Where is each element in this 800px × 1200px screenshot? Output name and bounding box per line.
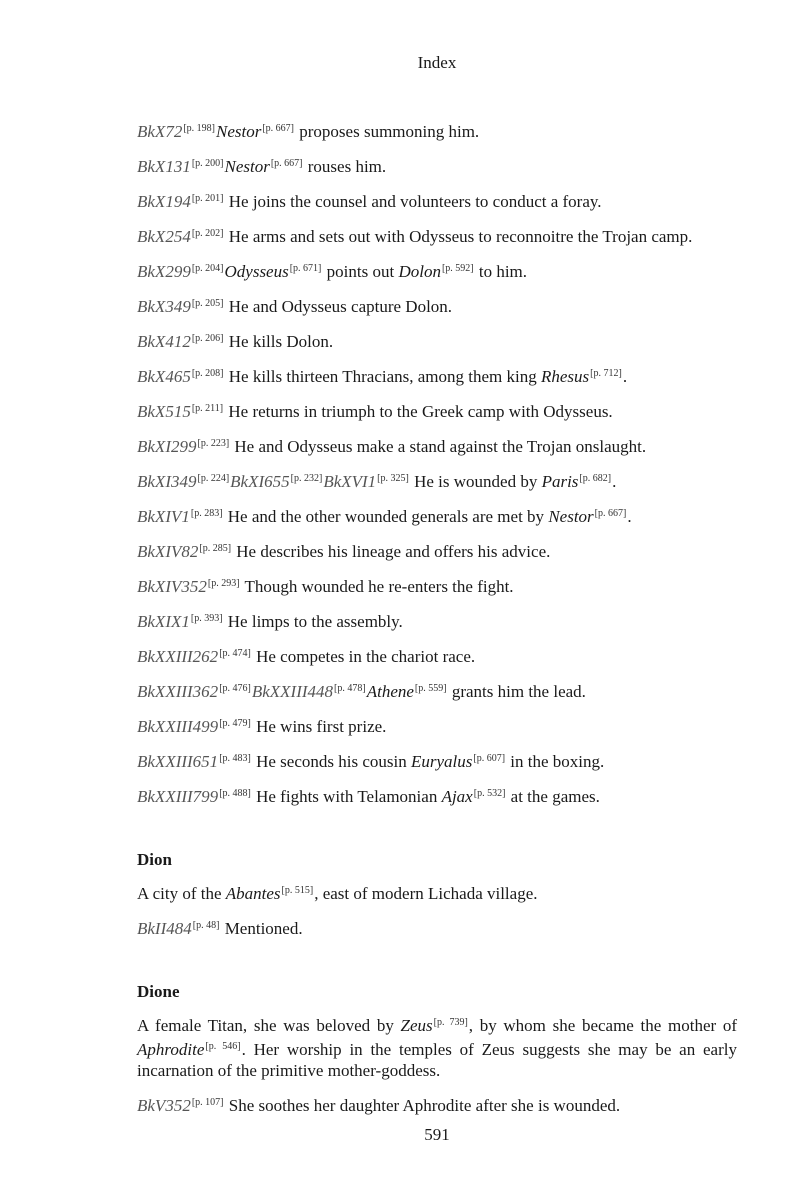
page-reference: [p. 223] <box>197 438 230 449</box>
entry-text: He and Odysseus make a stand against the Trojan onslaught. <box>230 437 647 456</box>
page-reference: [p. 285] <box>199 543 232 554</box>
entry-text: He is wounded by <box>409 472 542 491</box>
book-reference-link[interactable]: BkX465 <box>137 367 191 386</box>
entry-text: She soothes her daughter Aphrodite after she is wounded. <box>224 1096 621 1115</box>
section-dione <box>137 981 737 1116</box>
entry-text: grants him the lead. <box>447 682 586 701</box>
page-reference: [p. 224] <box>197 473 230 484</box>
page-reference: [p. 559] <box>414 683 447 694</box>
page-reference: [p. 107] <box>191 1097 224 1108</box>
book-reference-link[interactable]: BkXVI1 <box>323 472 377 491</box>
index-entry <box>137 503 737 527</box>
entry-text: He and the other wounded generals are met by <box>223 507 549 526</box>
page-reference: [p. 488] <box>219 788 251 799</box>
page-reference: [p. 202] <box>191 228 224 239</box>
section-dion <box>137 849 737 939</box>
entry-text: rouses him. <box>303 157 387 176</box>
page-reference: [p. 607] <box>473 753 506 764</box>
page-reference: [p. 393] <box>190 613 223 624</box>
page-reference: [p. 208] <box>191 368 224 379</box>
page-reference: [p. 712] <box>590 368 622 379</box>
page-reference: [p. 206] <box>191 333 224 344</box>
page-reference: [p. 211] <box>191 403 224 414</box>
book-reference-link[interactable]: BkX349 <box>137 297 191 316</box>
cross-reference-name[interactable]: Dolon <box>398 262 441 281</box>
entry-text: , east of modern Lichada village. <box>314 884 538 903</box>
entry-text: He returns in triumph to the Greek camp with Odysseus. <box>224 402 613 421</box>
cross-reference-name[interactable]: Rhesus <box>540 367 590 386</box>
page-reference: [p. 325] <box>377 473 409 484</box>
page-reference: [p. 205] <box>191 298 224 309</box>
entry-text: He arms and sets out with Odysseus to reconnoitre the Trojan camp. <box>224 227 693 246</box>
book-reference-link[interactable]: BkXIX1 <box>137 612 190 631</box>
index-entry <box>137 643 737 667</box>
page-reference: [p. 478] <box>334 683 366 694</box>
index-entry <box>137 118 737 142</box>
page-reference: [p. 200] <box>191 158 224 169</box>
entry-text: He describes his lineage and offers his advice. <box>232 542 551 561</box>
index-entry <box>137 398 737 422</box>
book-reference-link[interactable]: BkX299 <box>137 262 191 281</box>
cross-reference-name[interactable]: Zeus <box>400 1016 433 1035</box>
page-reference: [p. 204] <box>191 263 224 274</box>
cross-reference-name[interactable]: Nestor <box>224 157 270 176</box>
book-reference-link[interactable]: BkX412 <box>137 332 191 351</box>
page-reference: [p. 474] <box>219 648 251 659</box>
entry-text: Mentioned. <box>220 919 303 938</box>
page-reference: [p. 479] <box>219 718 251 729</box>
page-reference: [p. 293] <box>207 578 240 589</box>
book-reference-link[interactable]: BkXXIII362 <box>137 682 219 701</box>
entry-text: He competes in the chariot race. <box>251 647 476 666</box>
page-reference: [p. 667] <box>594 508 627 519</box>
entry-text: . <box>612 472 617 491</box>
entry-text: A female Titan, she was beloved by <box>137 1016 401 1035</box>
entry-text: to him. <box>474 262 528 281</box>
book-reference-link[interactable]: BkXXIII448 <box>251 682 334 701</box>
page-reference: [p. 201] <box>191 193 224 204</box>
index-entry <box>137 713 737 737</box>
index-entry <box>137 915 737 939</box>
page-reference: [p. 476] <box>219 683 251 694</box>
index-entry <box>137 328 737 352</box>
page-reference: [p. 739] <box>433 1017 468 1028</box>
entry-text: at the games. <box>506 787 600 806</box>
index-entry <box>137 748 737 772</box>
page-reference: [p. 592] <box>441 263 474 274</box>
entry-text: in the boxing. <box>506 752 605 771</box>
dione-entries <box>137 1092 737 1116</box>
entry-text: He wins first prize. <box>251 717 387 736</box>
entry-text: He kills Dolon. <box>224 332 334 351</box>
entry-text: A city of the <box>137 884 226 903</box>
book-reference-link[interactable]: BkX131 <box>137 157 191 176</box>
book-reference-link[interactable]: BkXXIII799 <box>137 787 219 806</box>
index-entry <box>137 433 737 457</box>
book-reference-link[interactable]: BkXXIII499 <box>137 717 219 736</box>
page-reference: [p. 667] <box>270 158 303 169</box>
entry-text: He and Odysseus capture Dolon. <box>224 297 453 316</box>
book-reference-link[interactable]: BkX194 <box>137 192 191 211</box>
index-entry <box>137 678 737 702</box>
index-entry <box>137 783 737 807</box>
page-reference: [p. 232] <box>290 473 323 484</box>
index-entry <box>137 188 737 212</box>
entry-text: , by whom she became the mother of <box>468 1016 737 1035</box>
index-entry <box>137 468 737 492</box>
index-entry <box>137 1092 737 1116</box>
cross-reference-name[interactable]: Athene <box>366 682 414 701</box>
index-content <box>137 118 737 1127</box>
cross-reference-name[interactable]: Ajax <box>441 787 473 806</box>
diomedes-entries <box>137 118 737 807</box>
page-reference: [p. 515] <box>281 885 314 896</box>
book-reference-link[interactable]: BkXI299 <box>137 437 197 456</box>
index-entry <box>137 258 737 282</box>
book-reference-link[interactable]: BkV352 <box>137 1096 191 1115</box>
page-reference: [p. 671] <box>289 263 322 274</box>
book-reference-link[interactable]: BkX254 <box>137 227 191 246</box>
book-reference-link[interactable]: BkII484 <box>137 919 192 938</box>
page-reference: [p. 682] <box>579 473 612 484</box>
cross-reference-name[interactable]: Odysseus <box>224 262 289 281</box>
page-reference: [p. 198] <box>183 123 215 134</box>
cross-reference-name[interactable]: Paris <box>541 472 579 491</box>
entry-text: He kills thirteen Thracians, among them king <box>224 367 541 386</box>
book-reference-link[interactable]: BkXIV82 <box>137 542 199 561</box>
index-entry <box>137 573 737 597</box>
entry-text: Though wounded he re-enters the fight. <box>240 577 514 596</box>
entry-text: He fights with Telamonian <box>251 787 442 806</box>
entry-text: . <box>627 507 632 526</box>
page-number: 591 <box>424 1125 450 1144</box>
index-entry <box>137 223 737 247</box>
entry-text: . <box>622 367 628 386</box>
page-reference: [p. 483] <box>219 753 251 764</box>
page-reference: [p. 48] <box>192 920 220 931</box>
entry-text: proposes summoning him. <box>295 122 480 141</box>
book-reference-link[interactable]: BkX72 <box>137 122 183 141</box>
entry-text: He joins the counsel and volunteers to conduct a foray. <box>224 192 602 211</box>
book-reference-link[interactable]: BkXXIII262 <box>137 647 219 666</box>
book-reference-link[interactable]: BkXXIII651 <box>137 752 219 771</box>
cross-reference-name[interactable]: Nestor <box>216 122 262 141</box>
index-entry <box>137 608 737 632</box>
entry-heading-dion: Dion <box>137 850 172 869</box>
cross-reference-name[interactable]: Nestor <box>548 507 594 526</box>
index-entry <box>137 363 737 387</box>
book-reference-link[interactable]: BkXIV352 <box>137 577 207 596</box>
running-head: Index <box>417 53 457 72</box>
page-reference: [p. 283] <box>190 508 223 519</box>
book-reference-link[interactable]: BkXI349 <box>137 472 197 491</box>
page-reference: [p. 532] <box>473 788 506 799</box>
index-entry <box>137 293 737 317</box>
page-reference: [p. 667] <box>262 123 295 134</box>
cross-reference-name[interactable]: Aphrodite <box>137 1040 205 1059</box>
index-entry <box>137 538 737 562</box>
book-reference-link[interactable]: BkXI655 <box>230 472 290 491</box>
entry-text: He seconds his cousin <box>251 752 411 771</box>
cross-reference-name[interactable]: Abantes <box>225 884 281 903</box>
page-reference: [p. 546] <box>205 1041 241 1052</box>
dione-description <box>137 1012 737 1081</box>
entry-heading-dione: Dione <box>137 982 180 1001</box>
entry-text: He limps to the assembly. <box>223 612 403 631</box>
book-reference-link[interactable]: BkX515 <box>137 402 191 421</box>
entry-text: points out <box>322 262 399 281</box>
entry-text: . Her worship in the temples of Zeus suggests she may be an early incarnation of the primitive mother-goddess. <box>137 1040 737 1080</box>
dion-description <box>137 880 737 904</box>
book-reference-link[interactable]: BkXIV1 <box>137 507 190 526</box>
cross-reference-name[interactable]: Euryalus <box>410 752 473 771</box>
dion-entries <box>137 915 737 939</box>
index-entry <box>137 153 737 177</box>
